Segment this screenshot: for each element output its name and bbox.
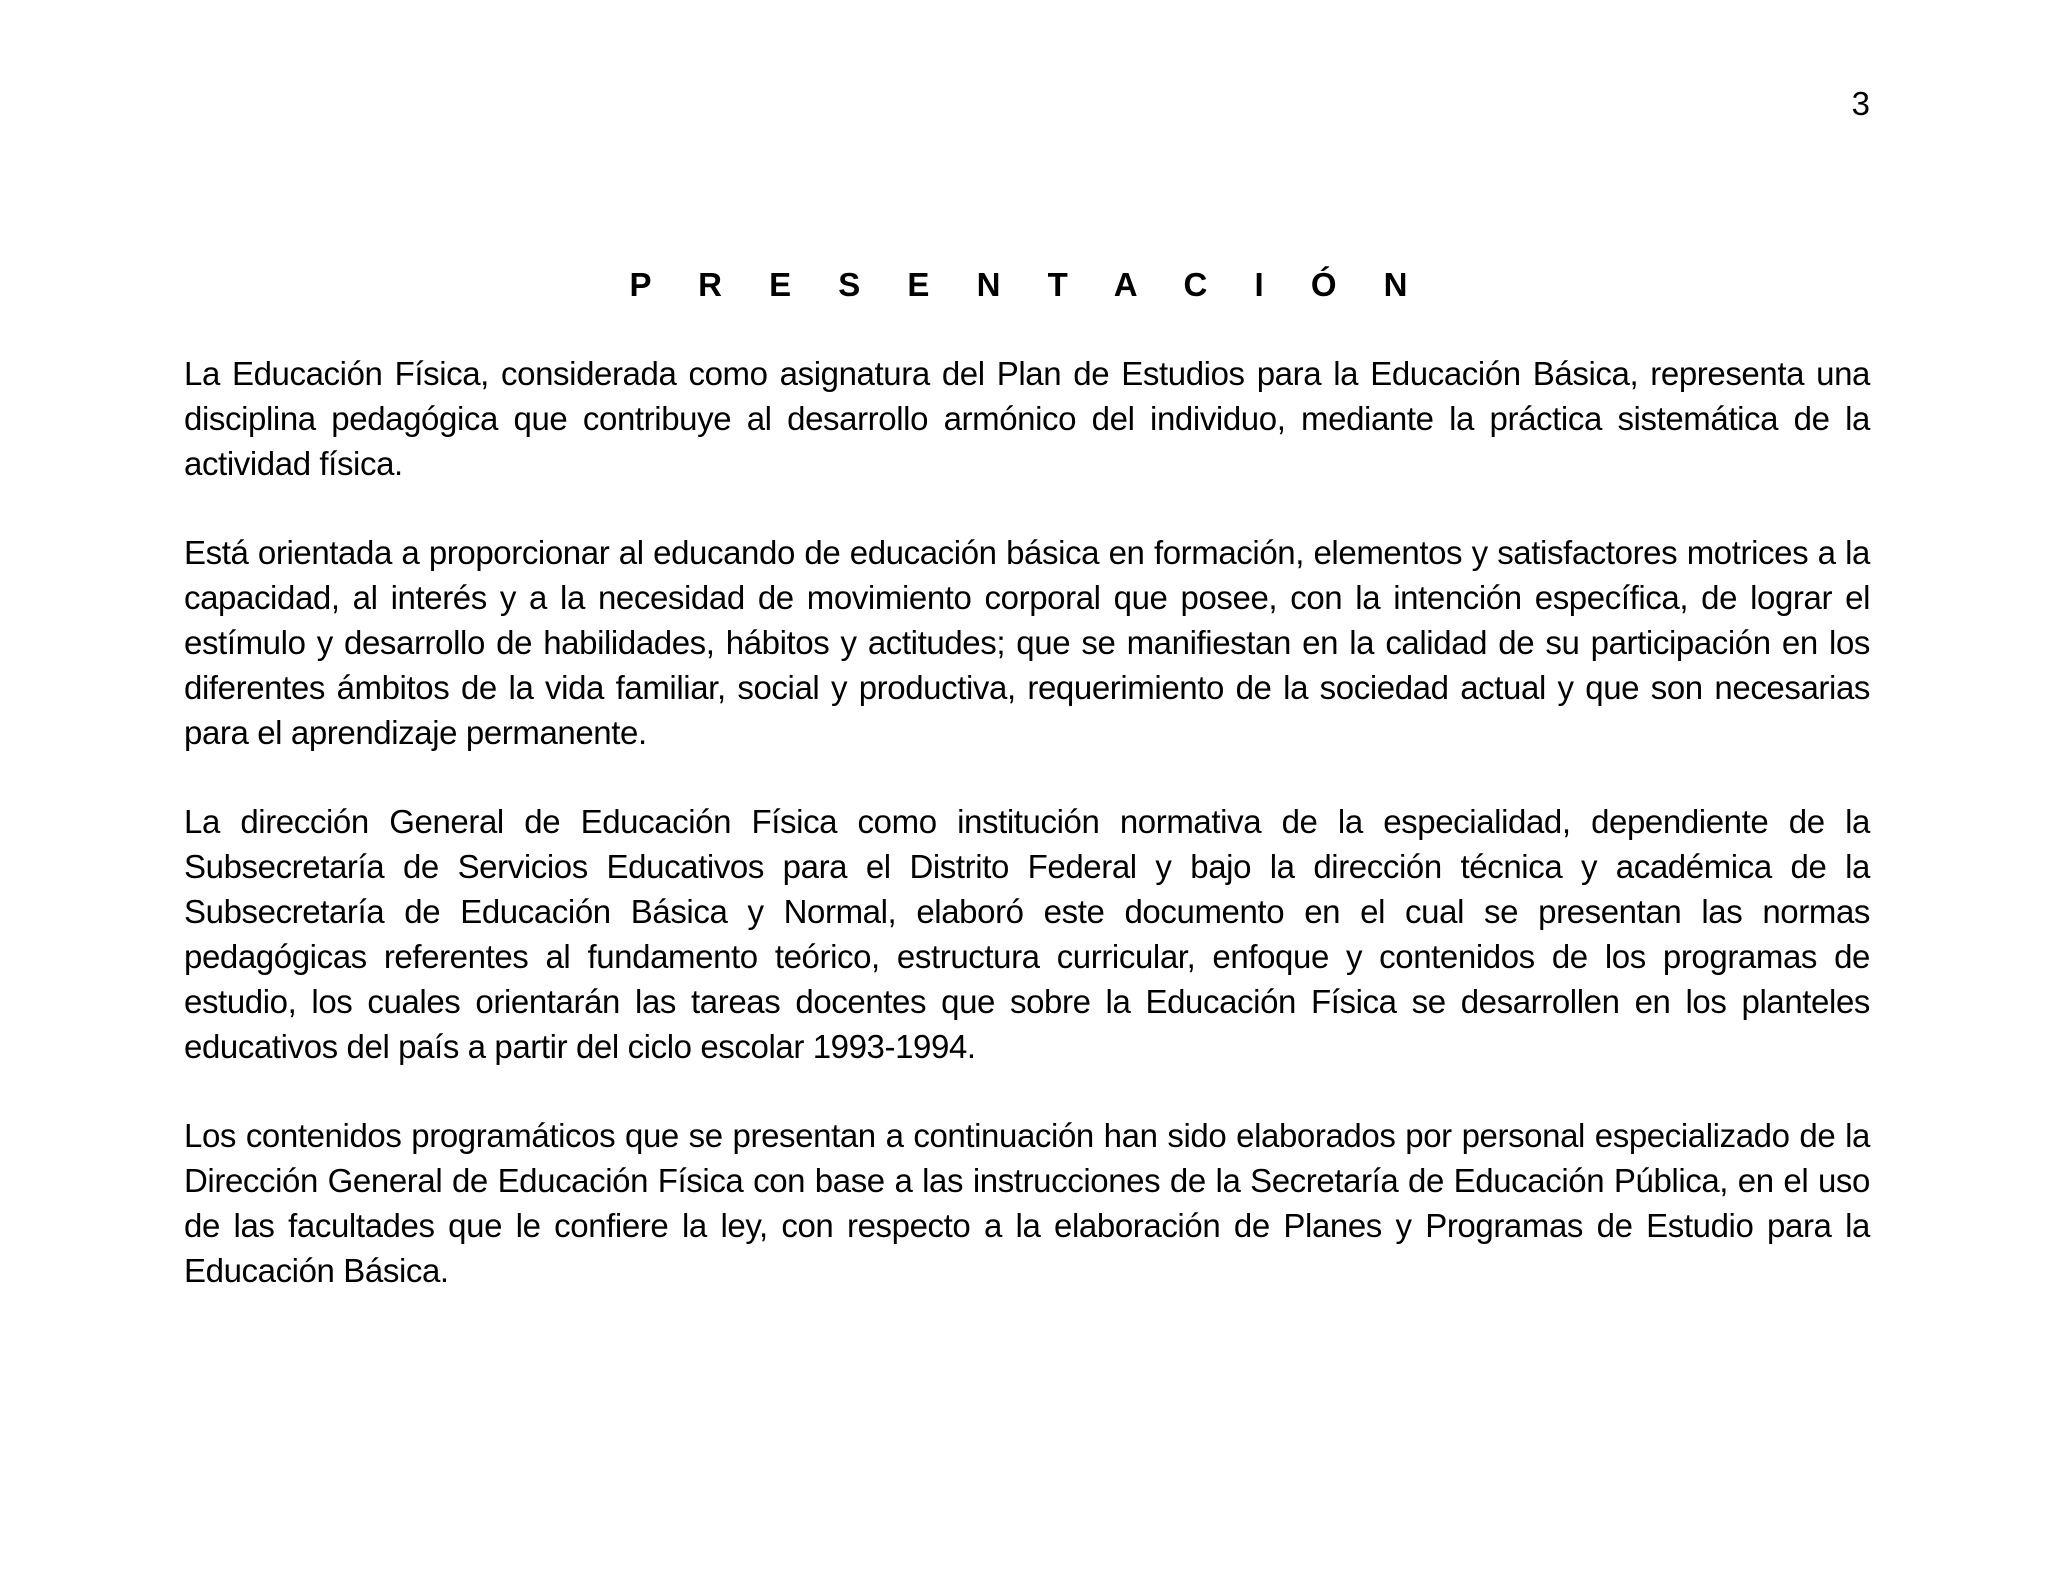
body-text bbox=[184, 351, 1870, 1337]
paragraph-2: Está orientada a proporcionar al educando de educación básica en formación, elementos y satisfactores motrices a la capacidad, al interés y a la necesidad de movimiento corporal que posee, con la intención específica, de lograr el estímulo y desarrollo de habilidades, hábitos y actitudes; que se manifiestan en la calidad de su participación en los diferentes ámbitos de la vida familiar, social y productiva, requerimiento de la sociedad actual y que son necesarias para el aprendizaje permanente. bbox=[184, 534, 1870, 751]
paragraph-3: La dirección General de Educación Física como institución normativa de la especialidad, dependiente de la Subsecretaría de Servicios Educativos para el Distrito Federal y bajo la dirección técnica y académica de la Subsecretaría de Educación Básica y Normal, elaboró este documento en el cual se presentan las normas pedagógicas referentes al fundamento teórico, estructura curricular, enfoque y contenidos de los programas de estudio, los cuales orientarán las tareas docentes que sobre la Educación Física se desarrollen en los planteles educativos del país a partir del ciclo escolar 1993-1994. bbox=[184, 803, 1870, 1065]
page-number: 3 bbox=[1851, 85, 1870, 122]
paragraph-1: La Educación Física, considerada como asignatura del Plan de Estudios para la Educación Básica, representa una disciplina pedagógica que contribuye al desarrollo armónico del individuo, mediante la práctica sistemática de la actividad física. bbox=[184, 355, 1870, 482]
paragraph-4: Los contenidos programáticos que se presentan a continuación han sido elaborados por personal especializado de la Dirección General de Educación Física con base a las instrucciones de la Secretaría de Educación Pública, en el uso de las facultades que le confiere la ley, con respecto a la elaboración de Planes y Programas de Estudio para la Educación Básica. bbox=[184, 1117, 1870, 1289]
section-title: P R E S E N T A C I Ó N bbox=[629, 266, 1427, 303]
